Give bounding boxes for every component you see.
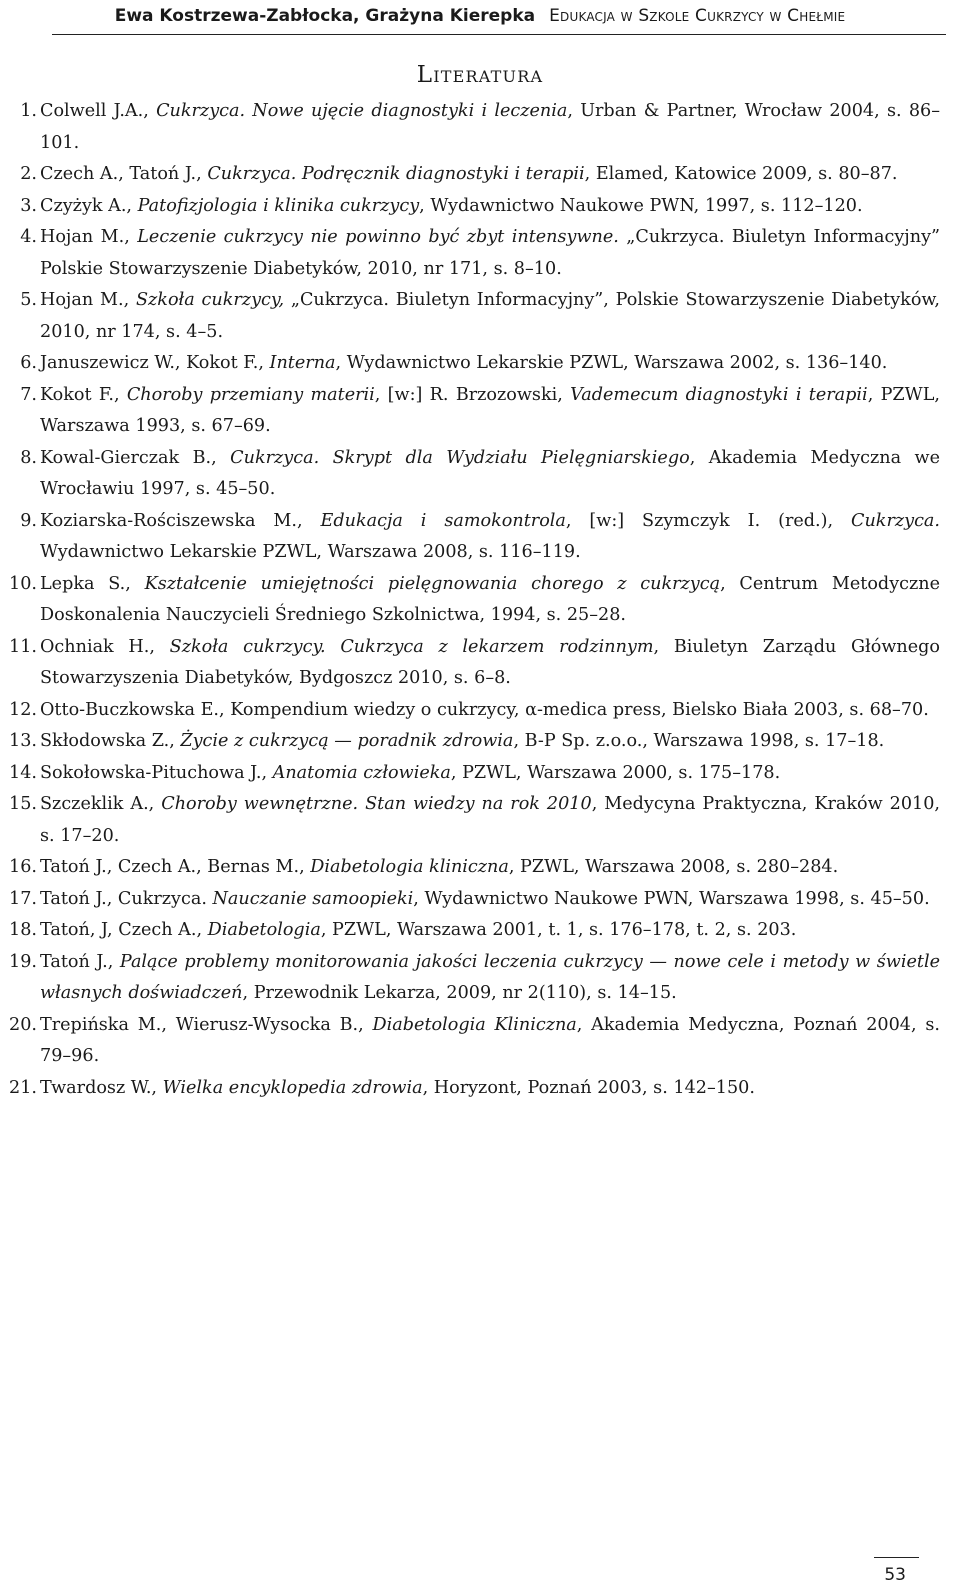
reference-number: 3. <box>20 195 37 216</box>
reference-text: Otto-Buczkowska E., Kompendium wiedzy o cukrzycy, α-medica press, Bielsko Biała 2003, s. 68–70. <box>40 699 929 720</box>
reference-number: 5. <box>20 290 37 310</box>
header-authors: Ewa Kostrzewa-Zabłocka, Grażyna Kierepka <box>114 6 536 26</box>
reference-item <box>0 222 960 285</box>
reference-text: , Horyzont, Poznań 2003, s. 142–150. <box>422 1077 755 1098</box>
reference-text: Tatoń J., Cukrzyca. <box>40 888 213 909</box>
reference-list <box>0 96 960 1104</box>
reference-text: , PZWL, Warszawa 2001, t. 1, s. 176–178, t. 2, s. 203. <box>320 920 797 940</box>
reference-text: Colwell J.A., <box>40 101 157 121</box>
reference-number: 20. <box>9 1014 37 1035</box>
reference-text: Twardosz W., <box>40 1077 163 1098</box>
reference-item <box>0 632 960 695</box>
reference-text: , PZWL, Warszawa 2000, s. 175–178. <box>450 762 781 783</box>
reference-item <box>0 285 960 348</box>
reference-item <box>0 884 960 916</box>
reference-title-italic: Interna <box>269 353 336 373</box>
reference-text: Tatoń, J, Czech A., <box>40 920 208 940</box>
reference-text: , Biuletyn Zarządu Głównego Stowarzyszenia Diabetyków, Bydgoszcz 2010, s. 6–8. <box>40 636 940 688</box>
reference-text: , Wydawnictwo Naukowe PWN, Warszawa 1998, s. 45–50. <box>413 888 930 909</box>
reference-number: 18. <box>9 920 37 940</box>
header-rule <box>52 34 946 35</box>
reference-text: Tatoń J., <box>40 951 120 972</box>
reference-text: , B-P Sp. z.o.o., Warszawa 1998, s. 17–18. <box>513 731 885 751</box>
reference-title-italic: Palące problemy monitorowania jakości leczenia cukrzycy — nowe cele i metody w świetle własnych doświadczeń <box>40 951 940 1003</box>
reference-number: 8. <box>20 447 37 468</box>
reference-number: 13. <box>9 731 37 751</box>
reference-text: , [w:] R. Brzozowski, <box>374 384 571 405</box>
reference-text: , Przewodnik Lekarza, 2009, nr 2(110), s. 14–15. <box>242 983 677 1003</box>
reference-title-italic: Vademecum diagnostyki i terapii <box>570 384 868 405</box>
section-title: Literatura <box>416 62 544 88</box>
reference-item <box>0 695 960 727</box>
reference-text: , Wydawnictwo Naukowe PWN, 1997, s. 112–120. <box>419 195 863 216</box>
reference-title-italic: Wielka encyklopedia zdrowia <box>162 1077 423 1098</box>
reference-text: Czech A., Tatoń J., <box>40 164 208 184</box>
reference-text: , [w:] Szymczyk I. (red.), <box>565 510 851 531</box>
reference-number: 14. <box>9 762 37 783</box>
reference-item <box>0 380 960 443</box>
header-journal-title: Edukacja w Szkole Cukrzycy w Chełmie <box>549 6 846 26</box>
reference-text: , Wydawnictwo Lekarskie PZWL, Warszawa 2002, s. 136–140. <box>335 353 888 373</box>
reference-text: , Akademia Medyczna we Wrocławiu 1997, s. 45–50. <box>40 447 940 499</box>
reference-title-italic: Choroby przemiany materii <box>126 384 375 405</box>
reference-text: Hojan M., <box>40 290 136 310</box>
reference-text: Czyżyk A., <box>40 195 138 216</box>
reference-text: Lepka S., <box>40 573 145 594</box>
reference-title-italic: Szkoła cukrzycy, <box>135 290 285 310</box>
reference-number: 15. <box>9 794 37 814</box>
reference-text: Kokot F., <box>40 384 127 405</box>
footer-rule <box>874 1557 919 1558</box>
reference-text: „Cukrzyca. Biuletyn Informacyjny”, Polskie Stowarzyszenie Diabetyków, 2010, nr 174, s. 4–5. <box>40 290 940 342</box>
reference-item <box>0 506 960 569</box>
reference-text: Ochniak H., <box>40 636 170 657</box>
running-header <box>0 0 960 32</box>
reference-text: „Cukrzyca. Biuletyn Informacyjny” Polskie Stowarzyszenie Diabetyków, 2010, nr 171, s. 8–10. <box>40 227 940 279</box>
reference-title-italic: Leczenie cukrzycy nie powinno być zbyt intensywne. <box>137 227 619 247</box>
reference-item <box>0 96 960 159</box>
reference-item <box>0 947 960 1010</box>
reference-text: , Centrum Metodyczne Doskonalenia Nauczycieli Średniego Szkolnictwa, 1994, s. 25–28. <box>40 573 940 625</box>
reference-text: , Akademia Medyczna, Poznań 2004, s. 79–96. <box>40 1014 940 1066</box>
reference-number: 16. <box>9 857 37 877</box>
page-number: 53 <box>884 1565 906 1585</box>
reference-text: Tatoń J., Czech A., Bernas M., <box>40 857 311 877</box>
reference-title-italic: Cukrzyca. <box>851 510 941 531</box>
reference-text: Szczeklik A., <box>40 794 162 814</box>
reference-number: 6. <box>20 353 37 373</box>
reference-text: Trepińska M., Wierusz-Wysocka B., <box>40 1014 373 1035</box>
reference-text: Januszewicz W., Kokot F., <box>40 353 270 373</box>
reference-number: 19. <box>9 951 37 972</box>
reference-item <box>0 191 960 223</box>
reference-title-italic: Szkoła cukrzycy. Cukrzyca z lekarzem rodzinnym <box>169 636 654 657</box>
reference-text: Kowal-Gierczak B., <box>40 447 231 468</box>
reference-item <box>0 159 960 191</box>
reference-text: Hojan M., <box>40 227 138 247</box>
reference-title-italic: Patofizjologia i klinika cukrzycy <box>137 195 420 216</box>
reference-number: 4. <box>20 227 37 247</box>
reference-item <box>0 852 960 884</box>
reference-title-italic: Diabetologia <box>207 920 321 940</box>
reference-text: , Medycyna Praktyczna, Kraków 2010, s. 17–20. <box>40 794 941 846</box>
reference-item <box>0 758 960 790</box>
reference-item <box>0 789 960 852</box>
reference-text: , PZWL, Warszawa 1993, s. 67–69. <box>40 384 940 436</box>
reference-text: , Elamed, Katowice 2009, s. 80–87. <box>584 164 898 184</box>
reference-text: Wydawnictwo Lekarskie PZWL, Warszawa 2008, s. 116–119. <box>40 542 581 562</box>
reference-number: 1. <box>20 101 37 121</box>
reference-title-italic: Nauczanie samoopieki <box>212 888 414 909</box>
reference-title-italic: Cukrzyca. Podręcznik diagnostyki i terapii <box>207 164 585 184</box>
reference-title-italic: Diabetologia kliniczna <box>310 857 509 877</box>
reference-title-italic: Anatomia człowieka <box>272 762 451 783</box>
reference-number: 11. <box>9 636 37 657</box>
reference-number: 21. <box>9 1077 37 1098</box>
reference-item <box>0 443 960 506</box>
reference-item <box>0 726 960 758</box>
reference-text: Koziarska-Rościszewska M., <box>40 510 321 531</box>
reference-title-italic: Diabetologia Kliniczna <box>372 1014 577 1035</box>
reference-title-italic: Cukrzyca. Nowe ujęcie diagnostyki i leczenia <box>156 101 568 121</box>
reference-title-italic: Edukacja i samokontrola <box>320 510 566 531</box>
reference-text: , PZWL, Warszawa 2008, s. 280–284. <box>508 857 839 877</box>
reference-item <box>0 1010 960 1073</box>
reference-title-italic: Kształcenie umiejętności pielęgnowania chorego z cukrzycą <box>144 573 721 594</box>
reference-text: , Urban & Partner, Wrocław 2004, s. 86–101. <box>40 101 941 153</box>
reference-item <box>0 348 960 380</box>
reference-text: Sokołowska-Pituchowa J., <box>40 762 273 783</box>
reference-number: 2. <box>20 164 37 184</box>
reference-number: 10. <box>9 573 37 594</box>
reference-title-italic: Cukrzyca. Skrypt dla Wydziału Pielęgniarskiego <box>230 447 690 468</box>
reference-item <box>0 1073 960 1105</box>
reference-number: 9. <box>20 510 37 531</box>
reference-title-italic: Życie z cukrzycą — poradnik zdrowia <box>180 731 514 751</box>
reference-number: 7. <box>20 384 37 405</box>
reference-number: 12. <box>9 699 37 720</box>
reference-item <box>0 915 960 947</box>
reference-title-italic: Choroby wewnętrzne. Stan wiedzy na rok 2010 <box>161 794 592 814</box>
reference-text: Skłodowska Z., <box>40 731 181 751</box>
reference-item <box>0 569 960 632</box>
reference-number: 17. <box>9 888 37 909</box>
